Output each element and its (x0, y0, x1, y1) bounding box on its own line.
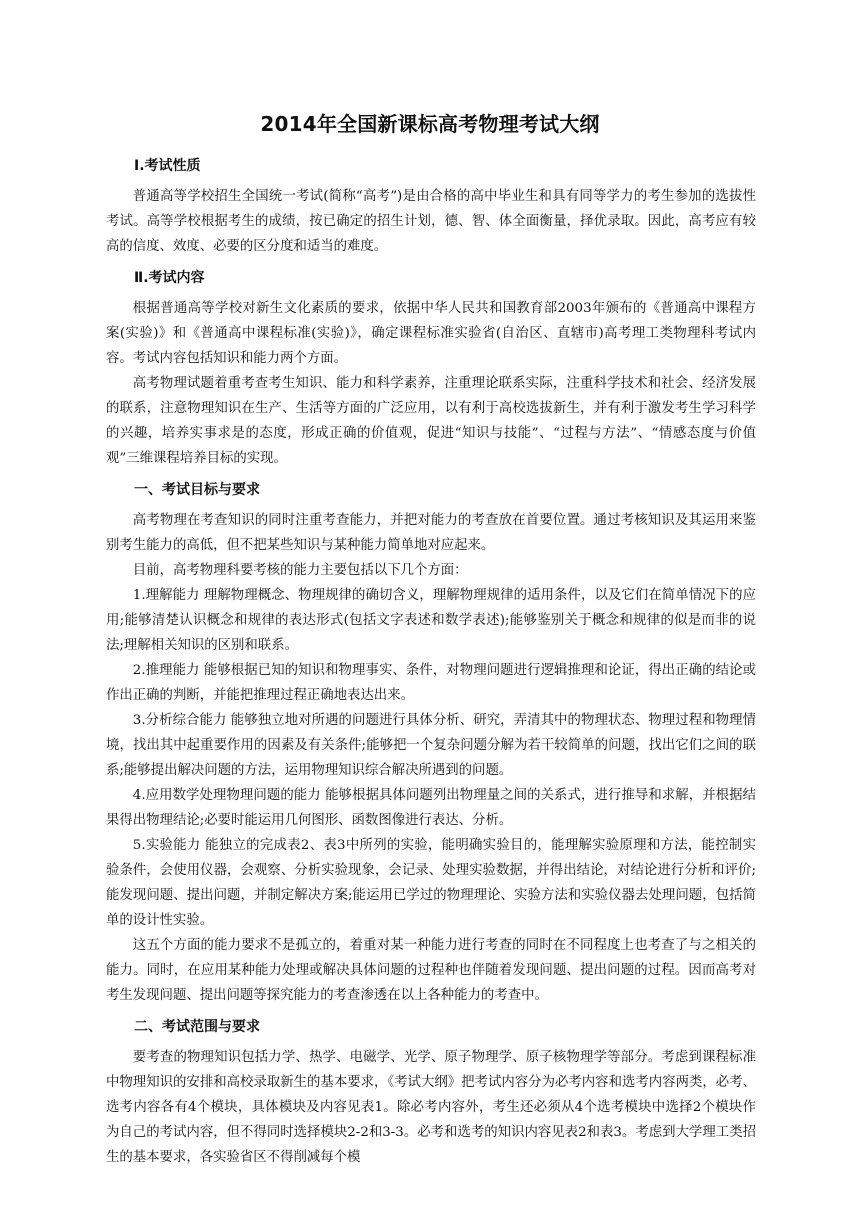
document-body (106, 154, 756, 1170)
subsection-heading-scope: 二、考试范围与要求 (134, 1019, 260, 1035)
document-title: 2014年全国新课标高考物理考试大纲 (260, 112, 600, 136)
paragraph: 高考物理在考查知识的同时注重考查能力，并把对能力的考查放在首要位置。通过考核知识及其运用来鉴别考生能力的高低，但不把某些知识与某种能力简单地对应起来。 (106, 513, 756, 553)
subsection-heading-goals: 一、考试目标与要求 (134, 482, 260, 498)
list-item: 5.实验能力 能独立的完成表2、表3中所列的实验，能明确实验目的，能理解实验原理和方法，能控制实验条件，会使用仪器，会观察、分析实验现象，会记录、处理实验数据，并得出结论，对结论进行分析和评价;能发现问题、提出问题，并制定解决方案;能运用已学过的物理理论、实验方法和实验仪器去处理问题，包括简单的设计性实验。 (106, 838, 756, 928)
paragraph: 目前，高考物理科要考核的能力主要包括以下几个方面： (132, 563, 468, 578)
section-heading-exam-content: Ⅱ.考试内容 (134, 270, 205, 286)
paragraph: 根据普通高等学校对新生文化素质的要求，依据中华人民共和国教育部2003年颁布的《普通高中课程方案(实验)》和《普通高中课程标准(实验)》，确定课程标准实验省(自治区、直辖市)高考理工类物理科考试内容。考试内容包括知识和能力两个方面。 (106, 301, 756, 366)
paragraph: 普通高等学校招生全国统一考试(简称“高考”)是由合格的高中毕业生和具有同等学力的考生参加的选拔性考试。高等学校根据考生的成绩，按已确定的招生计划，德、智、体全面衡量，择优录取。因此，高考应有较高的信度、效度、必要的区分度和适当的难度。 (106, 189, 756, 254)
list-item: 3.分析综合能力 能够独立地对所遇的问题进行具体分析、研究，弄清其中的物理状态、物理过程和物理情境，找出其中起重要作用的因素及有关条件;能够把一个复杂问题分解为若干较简单的问题，找出它们之间的联系;能够提出解决问题的方法，运用物理知识综合解决所遇到的问题。 (106, 713, 756, 778)
paragraph: 要考查的物理知识包括力学、热学、电磁学、光学、原子物理学、原子核物理学等部分。考虑到课程标准中物理知识的安排和高校录取新生的基本要求，《考试大纲》把考试内容分为必考内容和选考内容两类，必考、选考内容各有4个模块，具体模块及内容见表1。除必考内容外，考生还必须从4个选考模块中选择2个模块作为自己的考试内容，但不得同时选择模块2-2和3-3。必考和选考的知识内容见表2和表3。考虑到大学理工类招生的基本要求，各实验省区不得削减每个模 (106, 1050, 756, 1165)
paragraph: 这五个方面的能力要求不是孤立的，着重对某一种能力进行考查的同时在不同程度上也考查了与之相关的能力。同时，在应用某种能力处理或解决具体问题的过程种也伴随着发现问题、提出问题的过程。因而高考对考生发现问题、提出问题等探究能力的考查渗透在以上各种能力的考查中。 (106, 938, 756, 1003)
list-item: 1.理解能力 理解物理概念、物理规律的确切含义，理解物理规律的适用条件，以及它们在简单情况下的应用;能够清楚认识概念和规律的表达形式(包括文字表述和数学表述);能够鉴别关于概念和规律的似是而非的说法;理解相关知识的区别和联系。 (106, 588, 756, 653)
list-item: 2.推理能力 能够根据已知的知识和物理事实、条件，对物理问题进行逻辑推理和论证，得出正确的结论或作出正确的判断，并能把推理过程正确地表达出来。 (106, 663, 756, 703)
section-heading-exam-nature: Ⅰ.考试性质 (134, 158, 201, 174)
paragraph: 高考物理试题着重考查考生知识、能力和科学素养，注重理论联系实际，注重科学技术和社会、经济发展的联系，注意物理知识在生产、生活等方面的广泛应用，以有利于高校选拔新生，并有利于激发考生学习科学的兴趣，培养实事求是的态度，形成正确的价值观，促进“知识与技能”、“过程与方法”、“情感态度与价值观”三维课程培养目标的实现。 (106, 376, 756, 466)
list-item: 4.应用数学处理物理问题的能力 能够根据具体问题列出物理量之间的关系式，进行推导和求解，并根据结果得出物理结论;必要时能运用几何图形、函数图像进行表达、分析。 (106, 788, 756, 828)
